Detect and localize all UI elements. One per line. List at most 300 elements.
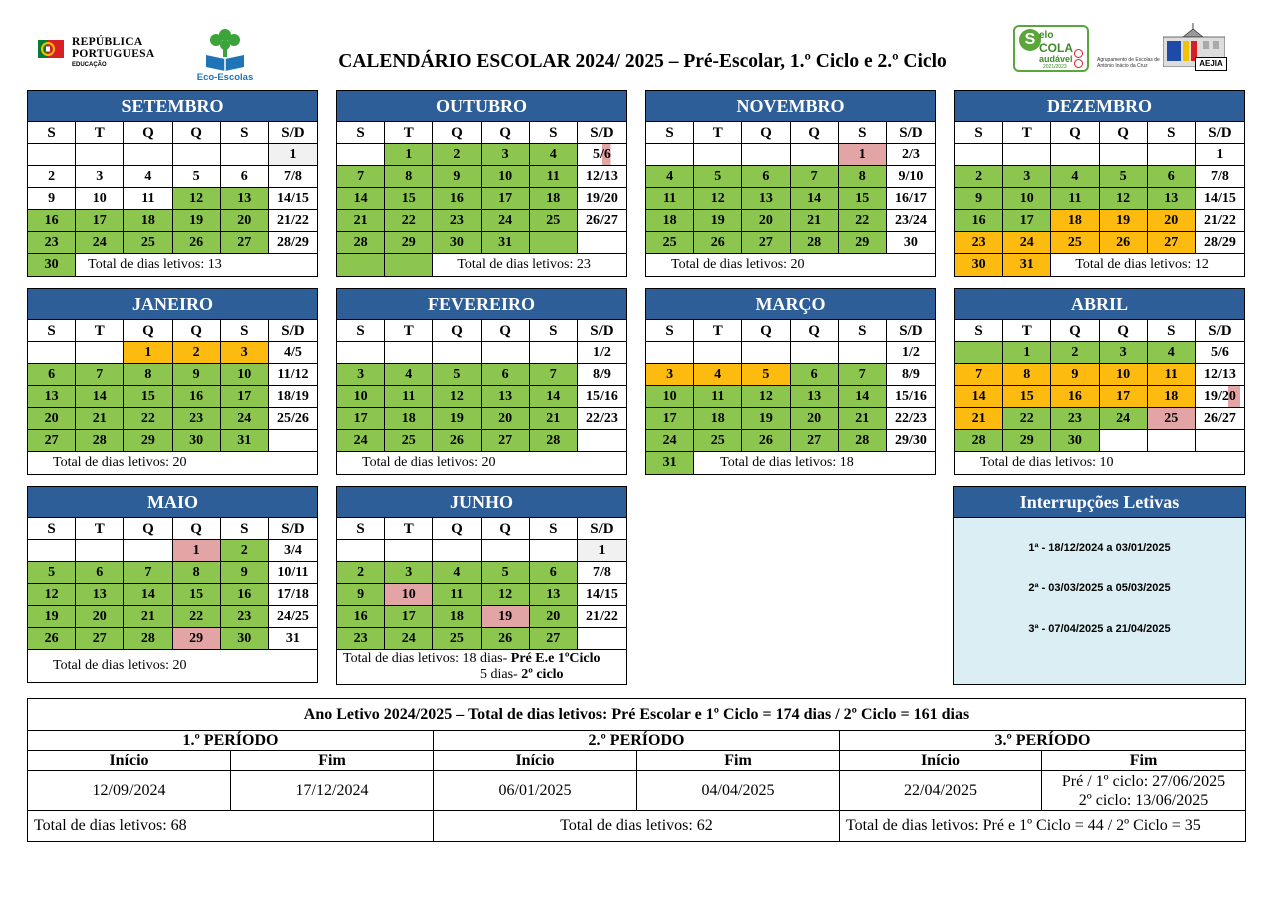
month-grid (337, 320, 626, 452)
day-cell: 26 (173, 232, 221, 254)
month-total-days (337, 650, 626, 684)
day-cell: 21/22 (1196, 210, 1244, 232)
day-cell: 22 (173, 606, 221, 628)
month-fevereiro (336, 288, 627, 475)
weekday-header: S (221, 518, 269, 540)
day-cell: 20 (76, 606, 124, 628)
p2-fim-label: Fim (637, 751, 840, 770)
weekday-header: S (646, 320, 694, 342)
day-cell: 13 (28, 386, 76, 408)
aejia-school-name: Agrupamento de Escolas de António Inácio da Cruz (1097, 57, 1160, 69)
day-cell: 5 (433, 364, 481, 386)
day-cell: 7/8 (269, 166, 317, 188)
weekday-header: Q (173, 122, 221, 144)
month-last-row (337, 650, 626, 684)
day-cell: 22 (385, 210, 433, 232)
weekday-header: S/D (578, 518, 626, 540)
day-cell: 25 (694, 430, 742, 452)
day-cell: 5/6 (578, 144, 626, 166)
day-cell: 10 (385, 584, 433, 606)
aejia-logo (1097, 17, 1229, 73)
day-cell: 21 (530, 408, 578, 430)
day-cell (839, 342, 887, 364)
month-abril (954, 288, 1245, 475)
p1-end-date: 17/12/2024 (231, 771, 434, 810)
day-cell: 24 (1100, 408, 1148, 430)
day-cell: 2 (28, 166, 76, 188)
day-cell: 5 (173, 166, 221, 188)
day-cell: 6 (530, 562, 578, 584)
day-cell: 8 (385, 166, 433, 188)
day-cell: 1 (839, 144, 887, 166)
day-cell: 24 (76, 232, 124, 254)
day-cell: 24 (337, 430, 385, 452)
day-cell (530, 342, 578, 364)
weekday-header: Q (791, 320, 839, 342)
weekday-header: S/D (578, 320, 626, 342)
day-cell: 15 (124, 386, 172, 408)
day-cell: 16 (28, 210, 76, 232)
day-cell: 7 (839, 364, 887, 386)
day-cell: 3 (385, 562, 433, 584)
day-cell: 30 (433, 232, 481, 254)
weekday-header: S (530, 320, 578, 342)
day-cell: 20 (1148, 210, 1196, 232)
school-year-summary (27, 698, 1246, 842)
day-cell: 15/16 (887, 386, 935, 408)
month-novembro (645, 90, 936, 277)
day-cell: 4 (433, 562, 481, 584)
day-cell: 29 (1003, 430, 1051, 452)
month-last-row (28, 650, 317, 682)
day-cell: 25 (530, 210, 578, 232)
day-cell: 16 (337, 606, 385, 628)
day-cell: 10 (1100, 364, 1148, 386)
weekday-header: Q (124, 320, 172, 342)
day-cell: 12 (482, 584, 530, 606)
logo-rp-line1: REPÚBLICA (72, 36, 143, 48)
day-cell: 12 (694, 188, 742, 210)
day-cell: 18 (385, 408, 433, 430)
weekday-header: Q (173, 320, 221, 342)
day-cell: 6 (28, 364, 76, 386)
day-cell: 22 (839, 210, 887, 232)
day-cell (646, 342, 694, 364)
day-cell: 4 (694, 364, 742, 386)
month-last-row (955, 452, 1244, 474)
day-cell: 7/8 (1196, 166, 1244, 188)
day-cell: 14 (76, 386, 124, 408)
day-cell: 23 (28, 232, 76, 254)
month-grid (955, 320, 1244, 452)
selo-text-d: 2021/2023 (1043, 64, 1067, 70)
month-title: JANEIRO (28, 289, 317, 320)
day-cell: 23/24 (887, 210, 935, 232)
day-cell (1051, 144, 1099, 166)
day-cell: 23 (955, 232, 1003, 254)
summary-title-row (28, 699, 1245, 731)
totals-row (28, 811, 1245, 841)
day-cell (76, 144, 124, 166)
day-cell: 6 (1148, 166, 1196, 188)
day-cell: 30 (955, 254, 1003, 276)
day-cell (433, 540, 481, 562)
day-cell: 3 (1003, 166, 1051, 188)
day-cell: 27 (791, 430, 839, 452)
day-cell: 4 (124, 166, 172, 188)
day-cell: 19 (694, 210, 742, 232)
month-total-days: Total de dias letivos: 13 (88, 257, 222, 272)
day-cell: 21/22 (578, 606, 626, 628)
day-cell (578, 430, 626, 452)
day-cell: 8 (124, 364, 172, 386)
weekday-header: T (1003, 320, 1051, 342)
p3-end-date-2ciclo: 2º ciclo: 13/06/2025 (1078, 792, 1209, 809)
day-cell: 24 (1003, 232, 1051, 254)
day-cell: 30 (173, 430, 221, 452)
weekday-header: S (221, 122, 269, 144)
weekday-header: T (694, 320, 742, 342)
day-cell: 31 (269, 628, 317, 650)
weekday-header: T (385, 518, 433, 540)
day-cell (578, 232, 626, 254)
day-cell (337, 342, 385, 364)
weekday-header: S/D (1196, 320, 1244, 342)
day-cell: 7 (530, 364, 578, 386)
day-cell: 27 (482, 430, 530, 452)
weekday-header: Q (124, 518, 172, 540)
month-grid (337, 518, 626, 650)
periods-row (28, 731, 1245, 751)
day-cell: 19 (433, 408, 481, 430)
day-cell: 23 (173, 408, 221, 430)
month-title: MAIO (28, 487, 317, 518)
day-cell: 6 (76, 562, 124, 584)
day-cell: 31 (482, 232, 530, 254)
selo-text-b: COLA (1039, 41, 1073, 55)
weekday-header: Q (1051, 122, 1099, 144)
selo-ring-icon (1074, 59, 1083, 68)
day-cell (76, 342, 124, 364)
day-cell: 15 (385, 188, 433, 210)
day-cell: 2 (337, 562, 385, 584)
day-cell: 22 (124, 408, 172, 430)
day-cell: 15 (173, 584, 221, 606)
day-cell (1148, 144, 1196, 166)
day-cell: 27 (742, 232, 790, 254)
day-cell: 1 (124, 342, 172, 364)
day-cell (742, 342, 790, 364)
day-cell: 21/22 (269, 210, 317, 232)
day-cell: 9 (221, 562, 269, 584)
day-cell: 23 (221, 606, 269, 628)
day-cell: 27 (76, 628, 124, 650)
day-cell (28, 540, 76, 562)
month-grid (646, 320, 935, 452)
p1-total: Total de dias letivos: 68 (28, 811, 434, 841)
day-cell: 31 (1003, 254, 1051, 276)
day-cell: 7/8 (578, 562, 626, 584)
day-cell: 15/16 (578, 386, 626, 408)
day-cell: 11 (433, 584, 481, 606)
day-cell: 21 (337, 210, 385, 232)
day-cell: 3/4 (269, 540, 317, 562)
month-grid (28, 320, 317, 452)
day-cell: 6 (221, 166, 269, 188)
day-cell: 11 (694, 386, 742, 408)
day-cell: 7 (124, 562, 172, 584)
weekday-header: Q (482, 320, 530, 342)
p1-start-date: 12/09/2024 (28, 771, 231, 810)
day-cell (269, 430, 317, 452)
day-cell: 28 (124, 628, 172, 650)
day-cell: 11 (646, 188, 694, 210)
month-grid (646, 122, 935, 254)
logo-rp-line2: PORTUGUESA (72, 48, 155, 60)
day-cell (173, 144, 221, 166)
day-cell (742, 144, 790, 166)
day-cell: 16 (433, 188, 481, 210)
day-cell: 9 (173, 364, 221, 386)
period-1-header: 1.º PERÍODO (28, 731, 434, 750)
day-cell: 30 (1051, 430, 1099, 452)
day-cell: 28 (839, 430, 887, 452)
day-cell (955, 342, 1003, 364)
weekday-header: S/D (887, 122, 935, 144)
day-cell: 2 (1051, 342, 1099, 364)
day-cell: 12 (742, 386, 790, 408)
day-cell: 3 (337, 364, 385, 386)
day-cell (385, 342, 433, 364)
junho-total-b-bold: 2º ciclo (521, 667, 564, 682)
day-cell: 7 (955, 364, 1003, 386)
month-junho (336, 486, 627, 685)
day-cell: 30 (887, 232, 935, 254)
day-cell: 29 (839, 232, 887, 254)
day-cell (1100, 144, 1148, 166)
weekday-header: Q (482, 122, 530, 144)
day-cell: 18 (124, 210, 172, 232)
month-title: NOVEMBRO (646, 91, 935, 122)
weekday-header: S (530, 518, 578, 540)
day-cell: 7 (76, 364, 124, 386)
weekday-header: S (1148, 122, 1196, 144)
day-cell: 16 (221, 584, 269, 606)
weekday-header: S/D (578, 122, 626, 144)
day-cell: 2 (955, 166, 1003, 188)
day-cell: 1 (578, 540, 626, 562)
day-cell: 31 (646, 452, 694, 474)
weekday-header: S (28, 122, 76, 144)
day-cell (337, 144, 385, 166)
day-cell: 18 (530, 188, 578, 210)
day-cell: 22/23 (887, 408, 935, 430)
day-cell: 20 (742, 210, 790, 232)
day-cell: 18 (646, 210, 694, 232)
month-total-days: Total de dias letivos: 20 (671, 257, 805, 272)
day-cell: 11 (385, 386, 433, 408)
day-cell: 28 (337, 232, 385, 254)
day-cell: 28 (955, 430, 1003, 452)
weekday-header: S/D (269, 320, 317, 342)
month-outubro (336, 90, 627, 277)
day-cell: 19/20 (1196, 386, 1244, 408)
month-grid (28, 122, 317, 254)
day-cell: 19 (482, 606, 530, 628)
interruption-item-1: 1ª - 18/12/2024 a 03/01/2025 (1028, 542, 1171, 554)
weekday-header: Q (433, 518, 481, 540)
day-cell (791, 342, 839, 364)
day-cell: 22 (1003, 408, 1051, 430)
day-cell (1148, 430, 1196, 452)
selo-s-icon: S (1019, 29, 1041, 51)
day-cell: 10 (337, 386, 385, 408)
p1-inicio-label: Início (28, 751, 231, 770)
day-cell: 16/17 (887, 188, 935, 210)
weekday-header: Q (482, 518, 530, 540)
day-cell: 27 (530, 628, 578, 650)
day-cell: 15 (839, 188, 887, 210)
month-last-row (337, 254, 626, 276)
day-cell: 12 (433, 386, 481, 408)
day-cell: 17 (337, 408, 385, 430)
day-cell: 12 (1100, 188, 1148, 210)
day-cell (221, 144, 269, 166)
p3-fim-label: Fim (1129, 752, 1158, 769)
day-cell: 19/20 (578, 188, 626, 210)
day-cell: 21 (124, 606, 172, 628)
junho-total-a: Total de dias letivos: 18 dias- (343, 651, 511, 666)
day-cell: 12/13 (578, 166, 626, 188)
day-cell: 29/30 (887, 430, 935, 452)
month-setembro (27, 90, 318, 277)
day-cell: 4 (385, 364, 433, 386)
weekday-header: Q (433, 320, 481, 342)
day-cell: 6 (482, 364, 530, 386)
day-cell: 26 (482, 628, 530, 650)
day-cell: 5 (482, 562, 530, 584)
day-cell: 26 (433, 430, 481, 452)
day-cell: 28 (791, 232, 839, 254)
day-cell: 8/9 (887, 364, 935, 386)
day-cell (1100, 430, 1148, 452)
month-last-row (28, 452, 317, 474)
month-total-days: Total de dias letivos: 20 (53, 658, 187, 673)
day-cell: 18 (1148, 386, 1196, 408)
day-cell: 10 (221, 364, 269, 386)
day-cell: 7 (791, 166, 839, 188)
weekday-header: S (955, 320, 1003, 342)
day-cell: 2 (433, 144, 481, 166)
day-cell: 11 (1051, 188, 1099, 210)
day-cell: 6 (791, 364, 839, 386)
day-cell: 17 (76, 210, 124, 232)
day-cell: 19 (173, 210, 221, 232)
day-cell: 11 (1148, 364, 1196, 386)
day-cell: 26 (1100, 232, 1148, 254)
month-total-days: Total de dias letivos: 20 (53, 455, 187, 470)
day-cell: 17 (1100, 386, 1148, 408)
day-cell: 11 (530, 166, 578, 188)
day-cell (337, 254, 385, 276)
junho-total-line-1 (343, 651, 626, 667)
p2-start-date: 06/01/2025 (434, 771, 637, 810)
month-title: JUNHO (337, 487, 626, 518)
month-total-days: Total de dias letivos: 18 (720, 455, 854, 470)
month-grid (955, 122, 1244, 254)
weekday-header: S (337, 320, 385, 342)
interruptions-title: Interrupções Letivas (954, 487, 1245, 518)
junho-total-a-bold: Pré E.e 1ºCiclo (510, 651, 601, 666)
day-cell: 14/15 (269, 188, 317, 210)
month-last-row (646, 452, 935, 474)
month-title: DEZEMBRO (955, 91, 1244, 122)
weekday-header: S (1148, 320, 1196, 342)
day-cell: 19 (1100, 210, 1148, 232)
day-cell: 9/10 (887, 166, 935, 188)
month-total-days: Total de dias letivos: 20 (362, 455, 496, 470)
p3-inicio-label: Início (840, 751, 1042, 770)
selo-text-a: elo (1039, 30, 1054, 41)
summary-title: Ano Letivo 2024/2025 – Total de dias letivos: Pré Escolar e 1º Ciclo = 174 dias / 2º Ciclo = 161 dias (303, 706, 970, 723)
day-cell: 13 (742, 188, 790, 210)
day-cell (337, 540, 385, 562)
day-cell: 25 (385, 430, 433, 452)
day-cell: 13 (76, 584, 124, 606)
day-cell: 5 (28, 562, 76, 584)
weekday-header: Q (1051, 320, 1099, 342)
day-cell: 25 (433, 628, 481, 650)
day-cell: 29 (173, 628, 221, 650)
weekday-header: S (221, 320, 269, 342)
month-grid (28, 518, 317, 650)
day-cell: 14/15 (578, 584, 626, 606)
day-cell (1003, 144, 1051, 166)
period-3-header: 3.º PERÍODO (994, 732, 1091, 749)
day-cell: 25 (124, 232, 172, 254)
day-cell (578, 628, 626, 650)
month-title: ABRIL (955, 289, 1244, 320)
month-dezembro (954, 90, 1245, 277)
day-cell: 14 (337, 188, 385, 210)
day-cell: 4 (530, 144, 578, 166)
day-cell: 12 (173, 188, 221, 210)
day-cell: 12 (28, 584, 76, 606)
weekday-header: S (28, 518, 76, 540)
weekday-header: Q (433, 122, 481, 144)
day-cell: 26 (742, 430, 790, 452)
day-cell: 25/26 (269, 408, 317, 430)
month-title: SETEMBRO (28, 91, 317, 122)
day-cell: 4 (1051, 166, 1099, 188)
weekday-header: S (337, 518, 385, 540)
day-cell: 3 (221, 342, 269, 364)
day-cell: 21 (76, 408, 124, 430)
day-cell: 1 (173, 540, 221, 562)
day-cell (646, 144, 694, 166)
p3-total: Total de dias letivos: Pré e 1º Ciclo = 44 / 2º Ciclo = 35 (846, 817, 1201, 834)
page-title: CALENDÁRIO ESCOLAR 2024/ 2025 – Pré-Escolar, 1.º Ciclo e 2.º Ciclo (338, 51, 947, 72)
day-cell: 18 (694, 408, 742, 430)
day-cell: 20 (28, 408, 76, 430)
day-cell (76, 540, 124, 562)
day-cell: 3 (646, 364, 694, 386)
day-cell (694, 342, 742, 364)
day-cell: 11 (124, 188, 172, 210)
day-cell: 1 (1003, 342, 1051, 364)
day-cell: 28/29 (269, 232, 317, 254)
day-cell: 28 (76, 430, 124, 452)
